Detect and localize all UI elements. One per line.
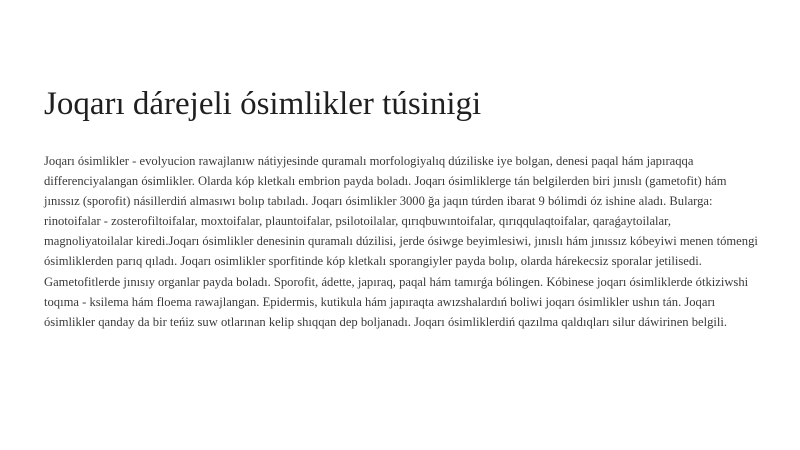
slide-body-text: Joqarı ósimlikler - evolyucion rawajlanıw nátiyjesinde quramalı morfologiyalıq dúziliske iye bolgan, denesi paqal hám japıraqqa differenciyalangan ósimlikler. Olarda kóp kletkalı embrion payda boladı. Joqarı ósimliklerge tán belgilerden biri jınıslı (gametofit) hám jınıssız (sporofit) násillerdiń almasıwı bolıp tabıladı. Joqarı ósimlikler 3000 ğa jaqın túrden ibarat 9 bólimdi óz ishine aladı. Bularga: rinotoifalar - zosterofiltoifalar, moxtoifalar, plauntoifalar, psilotoilalar, qırıqbuwıntoifalar, qırıqqulaqtoifalar, qaraǵaytoilalar, magnoliyatoilalar kiredi.Joqarı ósimlikler denesinin quramalı dúzilisi, jerde ósiwge beyimlesiwi, jınıslı hám jınıssız kóbeyiwi menen tómengi ósimliklerden parıq qıladı. Joqarı osimlikler sporfitinde kóp kletkalı sporangiyler payda bolıp, olarda hárekecsiz sporalar jetilisedi. Gametofitlerde jınısıy organlar payda boladı. Sporofit, ádette, japıraq, paqal hám tamırǵa bólingen. Kóbinese joqarı ósimliklerde ótkiziwshi toqıma - ksilema hám floema rawajlangan. Epidermis, kutikula hám japıraqta awızshalardıń boliwi joqarı ósimlikler ushın tán. Joqarı ósimlikler qanday da bir teńiz suw otlarınan kelip shıqqan dep boljanadı. Joqarı ósimliklerdiń qazılma qaldıqları silur dáwirinen belgili. bbox=[44, 154, 758, 329]
slide-title: Joqarı dárejeli ósimlikler túsinigi bbox=[44, 86, 482, 122]
